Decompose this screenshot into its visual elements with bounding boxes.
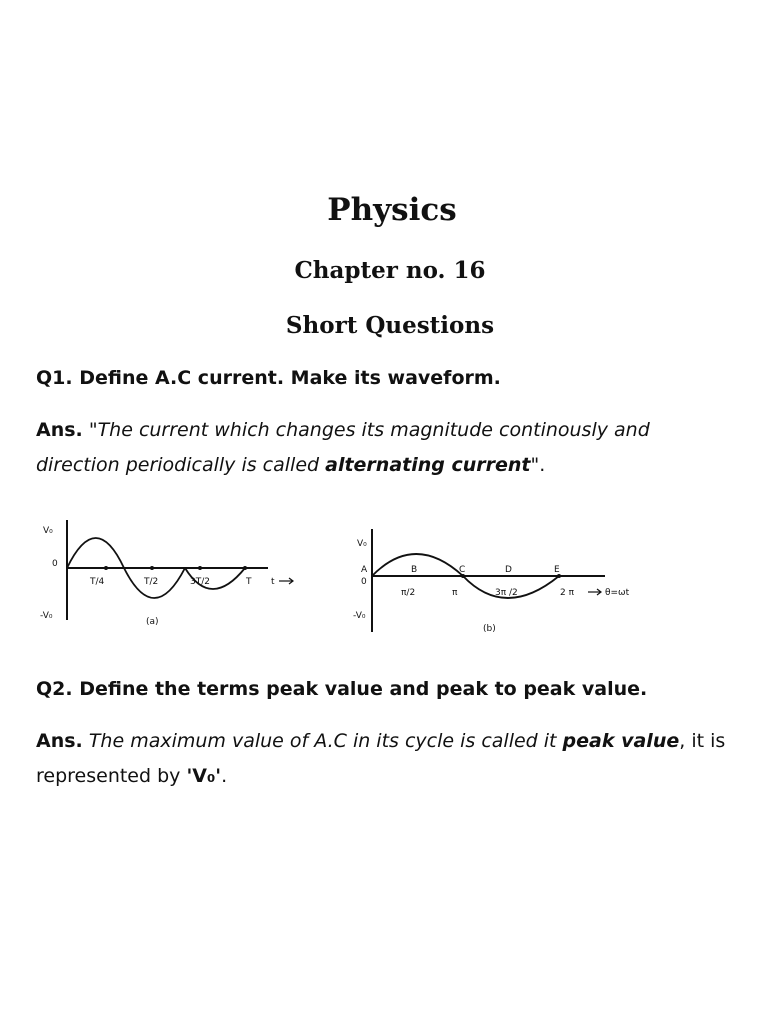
y-bottom-label: -V₀ (40, 611, 53, 621)
tick-dot (150, 566, 154, 570)
figure-caption: (b) (483, 624, 496, 634)
tick-label: 3π /2 (495, 588, 518, 598)
waveform-figure-b (335, 524, 665, 640)
y-top-label: V₀ (43, 526, 53, 536)
tick-label: T/4 (90, 577, 105, 587)
x-axis-label: θ=ωt (605, 588, 630, 598)
answer-2-tail: , it is represented by (36, 730, 726, 787)
symbol-v0: 'V₀' (186, 765, 222, 787)
x-axis-label: t (271, 577, 275, 587)
answer-1-term: alternating current (325, 454, 531, 476)
tick-label: T (246, 577, 252, 587)
answer-2-end: . (221, 765, 228, 787)
tick-label: π (452, 588, 458, 598)
quote-open: " (88, 419, 98, 441)
tick-label: T/2 (144, 577, 159, 587)
quote-close: ". (530, 454, 546, 476)
answer-1-text: The current which changes its magnitude continously and direction periodically is called (36, 419, 650, 476)
tick-dot (198, 566, 202, 570)
tick-dot (243, 566, 247, 570)
chapter-heading: Chapter no. 16 (294, 257, 486, 284)
answer-2-term: peak value (562, 730, 680, 752)
answer-2 (36, 724, 736, 794)
point-label: B (411, 565, 418, 575)
point-label: E (554, 565, 560, 575)
y-a-label: A (361, 565, 368, 575)
question-2: Q2. Define the terms peak value and peak to peak value. (36, 678, 648, 700)
y-zero-label: 0 (52, 559, 58, 569)
answer-label: Ans. (36, 730, 83, 752)
answer-label: Ans. (36, 419, 83, 441)
tick-label: π/2 (401, 588, 416, 598)
section-heading: Short Questions (285, 312, 495, 339)
page-title: Physics (327, 192, 457, 228)
answer-1 (36, 413, 736, 483)
figure-caption: (a) (146, 617, 159, 627)
y-bottom-label: -V₀ (353, 611, 366, 621)
point-label: D (505, 565, 512, 575)
y-zero-label: 0 (361, 577, 367, 587)
tick-dot (104, 566, 108, 570)
question-1: Q1. Define A.C current. Make its waveform. (36, 367, 501, 389)
waveform-figure-a (30, 520, 320, 632)
y-top-label: V₀ (357, 539, 367, 549)
answer-2-text: The maximum value of A.C in its cycle is called it (88, 730, 563, 752)
point-label: C (459, 565, 466, 575)
tick-label: 2 π (560, 588, 575, 598)
tick-label: 3T/2 (190, 577, 210, 587)
